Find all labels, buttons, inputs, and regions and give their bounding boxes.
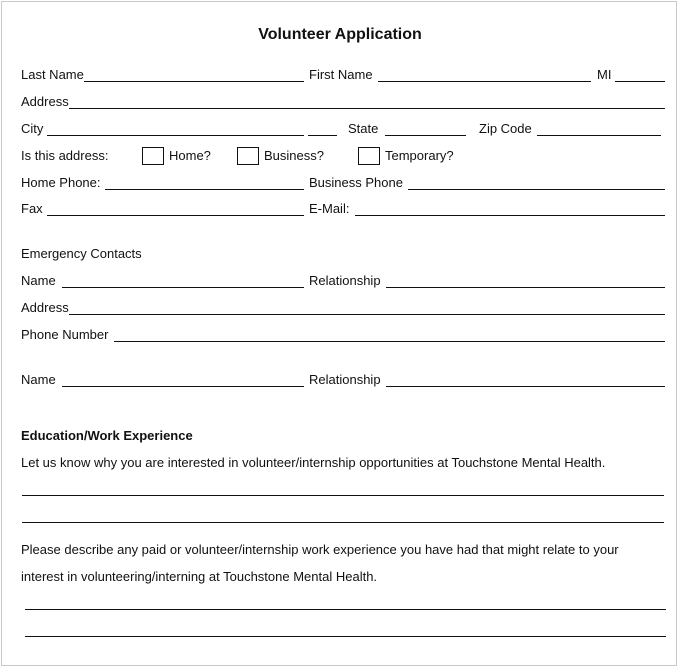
address-type-label: Is this address:	[21, 148, 109, 163]
emergency-phone-label: Phone Number	[21, 327, 109, 342]
emergency-address-field[interactable]	[69, 314, 665, 315]
temporary-option-label: Temporary?	[385, 148, 454, 163]
state-label: State	[348, 121, 379, 136]
emergency-relationship-field[interactable]	[386, 287, 665, 288]
emergency-address-label: Address	[21, 300, 69, 315]
experience-answer-line[interactable]	[25, 609, 666, 610]
emergency-name2-label: Name	[21, 372, 56, 387]
business-option-label: Business?	[264, 148, 324, 163]
first-name-field[interactable]	[378, 81, 591, 82]
home-phone-label: Home Phone:	[21, 175, 101, 190]
mi-field[interactable]	[615, 81, 665, 82]
email-field[interactable]	[355, 215, 665, 216]
email-label: E-Mail:	[309, 201, 350, 216]
experience-prompt-line1: Please describe any paid or volunteer/internship work experience you have had that might relate to your	[21, 542, 619, 557]
address-label: Address	[21, 94, 69, 109]
emergency-relationship-label: Relationship	[309, 273, 381, 288]
experience-answer-line[interactable]	[25, 636, 666, 637]
city-field[interactable]	[47, 135, 304, 136]
emergency-phone-field[interactable]	[114, 341, 665, 342]
emergency-name2-field[interactable]	[62, 386, 304, 387]
emergency-relationship2-label: Relationship	[309, 372, 381, 387]
education-prompt-interest: Let us know why you are interested in volunteer/internship opportunities at Touchstone Mental Health.	[21, 455, 606, 470]
business-phone-field[interactable]	[408, 189, 665, 190]
last-name-label: Last Name	[21, 67, 84, 82]
interest-answer-line[interactable]	[22, 495, 664, 496]
education-heading: Education/Work Experience	[21, 428, 193, 443]
home-checkbox[interactable]	[142, 147, 164, 165]
zip-code-label: Zip Code	[479, 121, 532, 136]
home-option-label: Home?	[169, 148, 211, 163]
city-label: City	[21, 121, 44, 136]
form-title: Volunteer Application	[258, 26, 422, 43]
first-name-label: First Name	[309, 67, 373, 82]
last-name-field[interactable]	[84, 81, 304, 82]
mi-label: MI	[597, 67, 612, 82]
fax-label: Fax	[21, 201, 43, 216]
interest-answer-line[interactable]	[22, 522, 664, 523]
emergency-name-label: Name	[21, 273, 56, 288]
city-extra-field[interactable]	[308, 135, 337, 136]
emergency-relationship2-field[interactable]	[386, 386, 665, 387]
zip-code-field[interactable]	[537, 135, 661, 136]
emergency-contacts-heading: Emergency Contacts	[21, 246, 142, 261]
temporary-checkbox[interactable]	[358, 147, 380, 165]
emergency-name-field[interactable]	[62, 287, 304, 288]
home-phone-field[interactable]	[105, 189, 304, 190]
fax-field[interactable]	[47, 215, 304, 216]
business-checkbox[interactable]	[237, 147, 259, 165]
business-phone-label: Business Phone	[309, 175, 403, 190]
state-field[interactable]	[385, 135, 466, 136]
experience-prompt-line2: interest in volunteering/interning at Touchstone Mental Health.	[21, 569, 378, 584]
address-field[interactable]	[69, 108, 665, 109]
